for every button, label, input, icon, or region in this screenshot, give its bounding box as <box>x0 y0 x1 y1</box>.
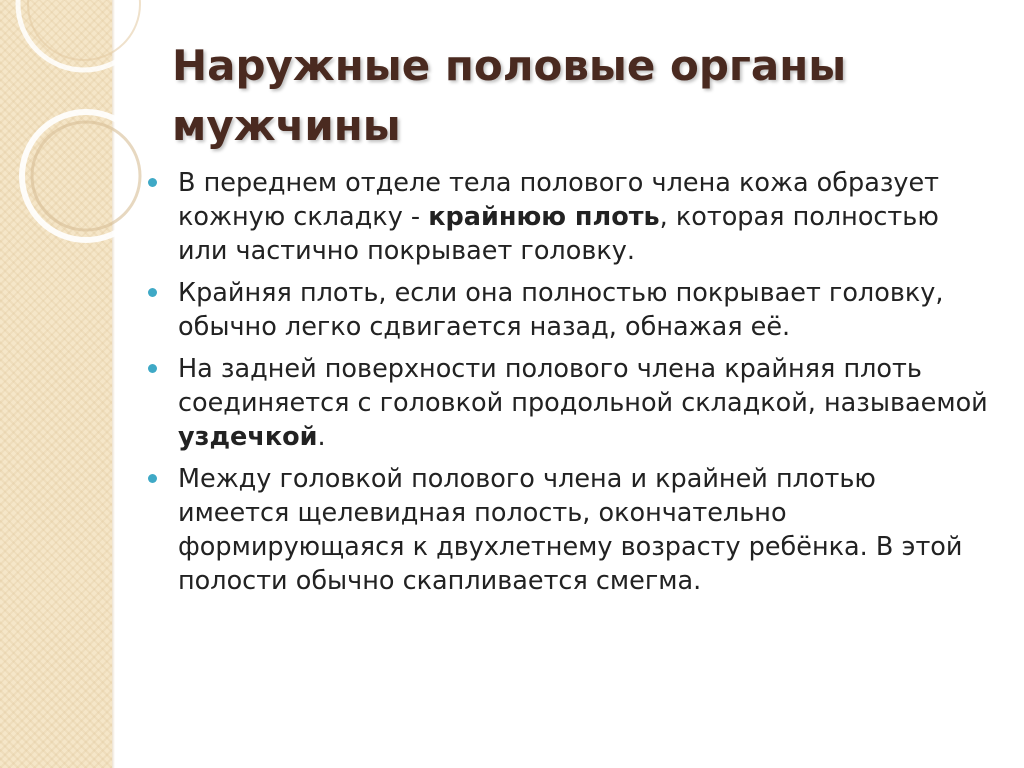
bullet-dot-icon <box>148 474 157 483</box>
bullet-dot-icon <box>148 288 157 297</box>
bullet-text-part: На задней поверхности полового члена крайняя плоть соединяется с головкой продольной складкой, называемой <box>178 354 988 418</box>
bullet-text-part: Между головкой полового члена и крайней плотью имеется щелевидная полость, окончательно формирующаяся к двухлетнему возрасту ребёнка. В этой полости обычно скапливается смегма. <box>178 464 963 596</box>
bullet-text-part: , которая полностью или частично покрывает головку. <box>178 202 939 266</box>
bullet-text <box>178 354 988 452</box>
bullet-list <box>148 166 994 606</box>
bullet-item <box>148 276 994 344</box>
bullet-text-part: . <box>317 422 326 452</box>
bullet-dot-icon <box>148 364 157 373</box>
bullet-text <box>178 278 943 342</box>
bullet-text-part: Крайняя плоть, если она полностью покрывает головку, обычно легко сдвигается назад, обнажая её. <box>178 278 944 342</box>
slide-title: Наружные половые органы мужчины <box>172 41 847 150</box>
decorative-side-strip <box>0 0 112 768</box>
bullet-item <box>148 166 994 268</box>
bullet-item <box>148 352 994 454</box>
bullet-dot-icon <box>148 178 157 187</box>
bullet-text-bold-term: уздечкой <box>178 422 318 452</box>
bullet-item <box>148 462 994 598</box>
bullet-text <box>178 168 939 266</box>
side-strip-edge <box>112 0 115 768</box>
bullet-text <box>178 464 962 596</box>
bullet-text-bold-term: крайнюю плоть <box>428 202 660 232</box>
bullet-text-part: В переднем отделе тела полового члена кожа образует кожную складку - <box>178 168 940 232</box>
